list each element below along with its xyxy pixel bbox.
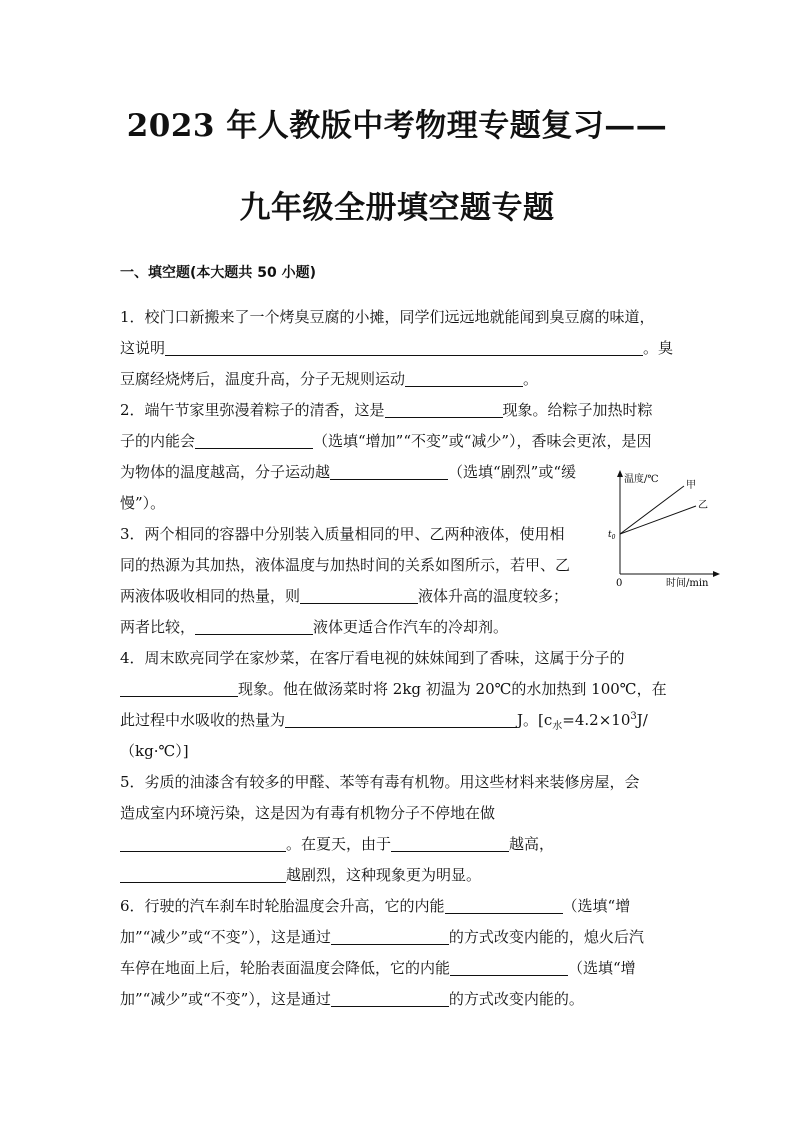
q4-line-2: 现象。他在做汤菜时将 2kg 初温为 20℃的水加热到 100℃，在 <box>120 678 667 699</box>
q5-line-2: 造成室内环境污染，这是因为有毒有机物分子不停地在做 <box>120 804 496 822</box>
q3-line-4: 两者比较， 液体更适合作汽车的冷却剂。 <box>120 618 509 636</box>
q6-blank-3[interactable] <box>450 959 568 976</box>
q3-line-1: 3．两个相同的容器中分别装入质量相同的甲、乙两种液体，使用相 <box>120 525 565 543</box>
document-title-line-1: 2023 年人教版中考物理专题复习—— <box>126 108 668 144</box>
q5-line-1: 5．劣质的油漆含有较多的甲醛、苯等有毒有机物。用这些材料来装修房屋，会 <box>120 773 640 791</box>
q2-line-1: 2．端午节家里弥漫着粽子的清香，这是 现象。给粽子加热时粽 <box>120 401 653 419</box>
q4-blank-2[interactable] <box>285 711 517 728</box>
x-axis-arrow-icon <box>713 571 720 577</box>
q3-line-2: 同的热源为其加热，液体温度与加热时间的关系如图所示，若甲、乙 <box>120 556 571 574</box>
q6-line-1: 6．行驶的汽车刹车时轮胎温度会升高，它的内能 （选填“增 <box>120 897 631 915</box>
q4-line-3: 此过程中水吸收的热量为 J。[$c_水=4.2\times 10^3J/$ <box>120 711 648 732</box>
q6-line-2: 加”“减少”或“不变”），这是通过 的方式改变内能的，熄火后汽 <box>120 928 644 946</box>
line-yi-label: 乙 <box>698 500 708 511</box>
y-axis-label: 温度/℃ <box>624 474 659 485</box>
q5-blank-3[interactable] <box>120 866 286 883</box>
y-axis-arrow-icon <box>617 470 623 477</box>
q1-line-3: 豆腐经烧烤后，温度升高，分子无规则运动 。 <box>120 370 539 388</box>
q6-blank-4[interactable] <box>331 990 449 1007</box>
q6-blank-2[interactable] <box>331 928 449 945</box>
q6-blank-1[interactable] <box>445 897 563 914</box>
line-jia <box>620 486 684 534</box>
q1-blank-2[interactable] <box>405 370 523 387</box>
q2-line-2: 子的内能会 （选填“增加”“不变”或“减少”），香味会更浓，是因 <box>120 432 652 450</box>
q5-blank-2[interactable] <box>391 835 509 852</box>
q6-line-4: 加”“减少”或“不变”），这是通过 的方式改变内能的。 <box>120 990 584 1008</box>
document-title-line-2: 九年级全册填空题专题 <box>239 190 555 226</box>
q4-blank-1[interactable] <box>120 680 238 697</box>
q2-line-3: 为物体的温度越高，分子运动越 （选填“剧烈”或“缓 <box>120 463 577 481</box>
origin-label: 0 <box>616 578 623 588</box>
q2-blank-1[interactable] <box>385 401 503 418</box>
q5-line-4: 越剧烈，这种现象更为明显。 <box>120 864 481 885</box>
q2-line-4: 慢”）。 <box>120 494 166 512</box>
q1-line-2: 这说明 。臭 <box>120 339 674 357</box>
line-yi <box>620 506 696 534</box>
q5-line-3: 。在夏天，由于 越高， <box>120 833 554 854</box>
q3-blank-1[interactable] <box>300 587 418 604</box>
q6-line-3: 车停在地面上后，轮胎表面温度会降低，它的内能 （选填“增 <box>120 959 636 977</box>
q3-line-3: 两液体吸收相同的热量，则 液体升高的温度较多； <box>120 587 569 605</box>
temperature-time-graph <box>604 466 724 588</box>
q2-blank-3[interactable] <box>330 463 448 480</box>
q1-line-1: 1．校门口新搬来了一个烤臭豆腐的小摊，同学们远远地就能闻到臭豆腐的味道， <box>120 308 655 326</box>
q1-blank-1[interactable] <box>165 339 643 356</box>
line-jia-label: 甲 <box>686 480 696 491</box>
q5-blank-1[interactable] <box>120 835 286 852</box>
q2-blank-2[interactable] <box>195 432 313 449</box>
x-axis-label: 时间/min <box>666 578 709 588</box>
q3-blank-2[interactable] <box>195 618 313 635</box>
t0-label: $t_0$ <box>608 530 616 541</box>
q4-line-4: （kg·℃）] <box>120 742 189 760</box>
q4-line-1: 4．周末欧亮同学在家炒菜，在客厅看电视的妹妹闻到了香味，这属于分子的 <box>120 649 625 667</box>
section-heading: 一、填空题(本大题共 50 小题) <box>120 265 317 281</box>
